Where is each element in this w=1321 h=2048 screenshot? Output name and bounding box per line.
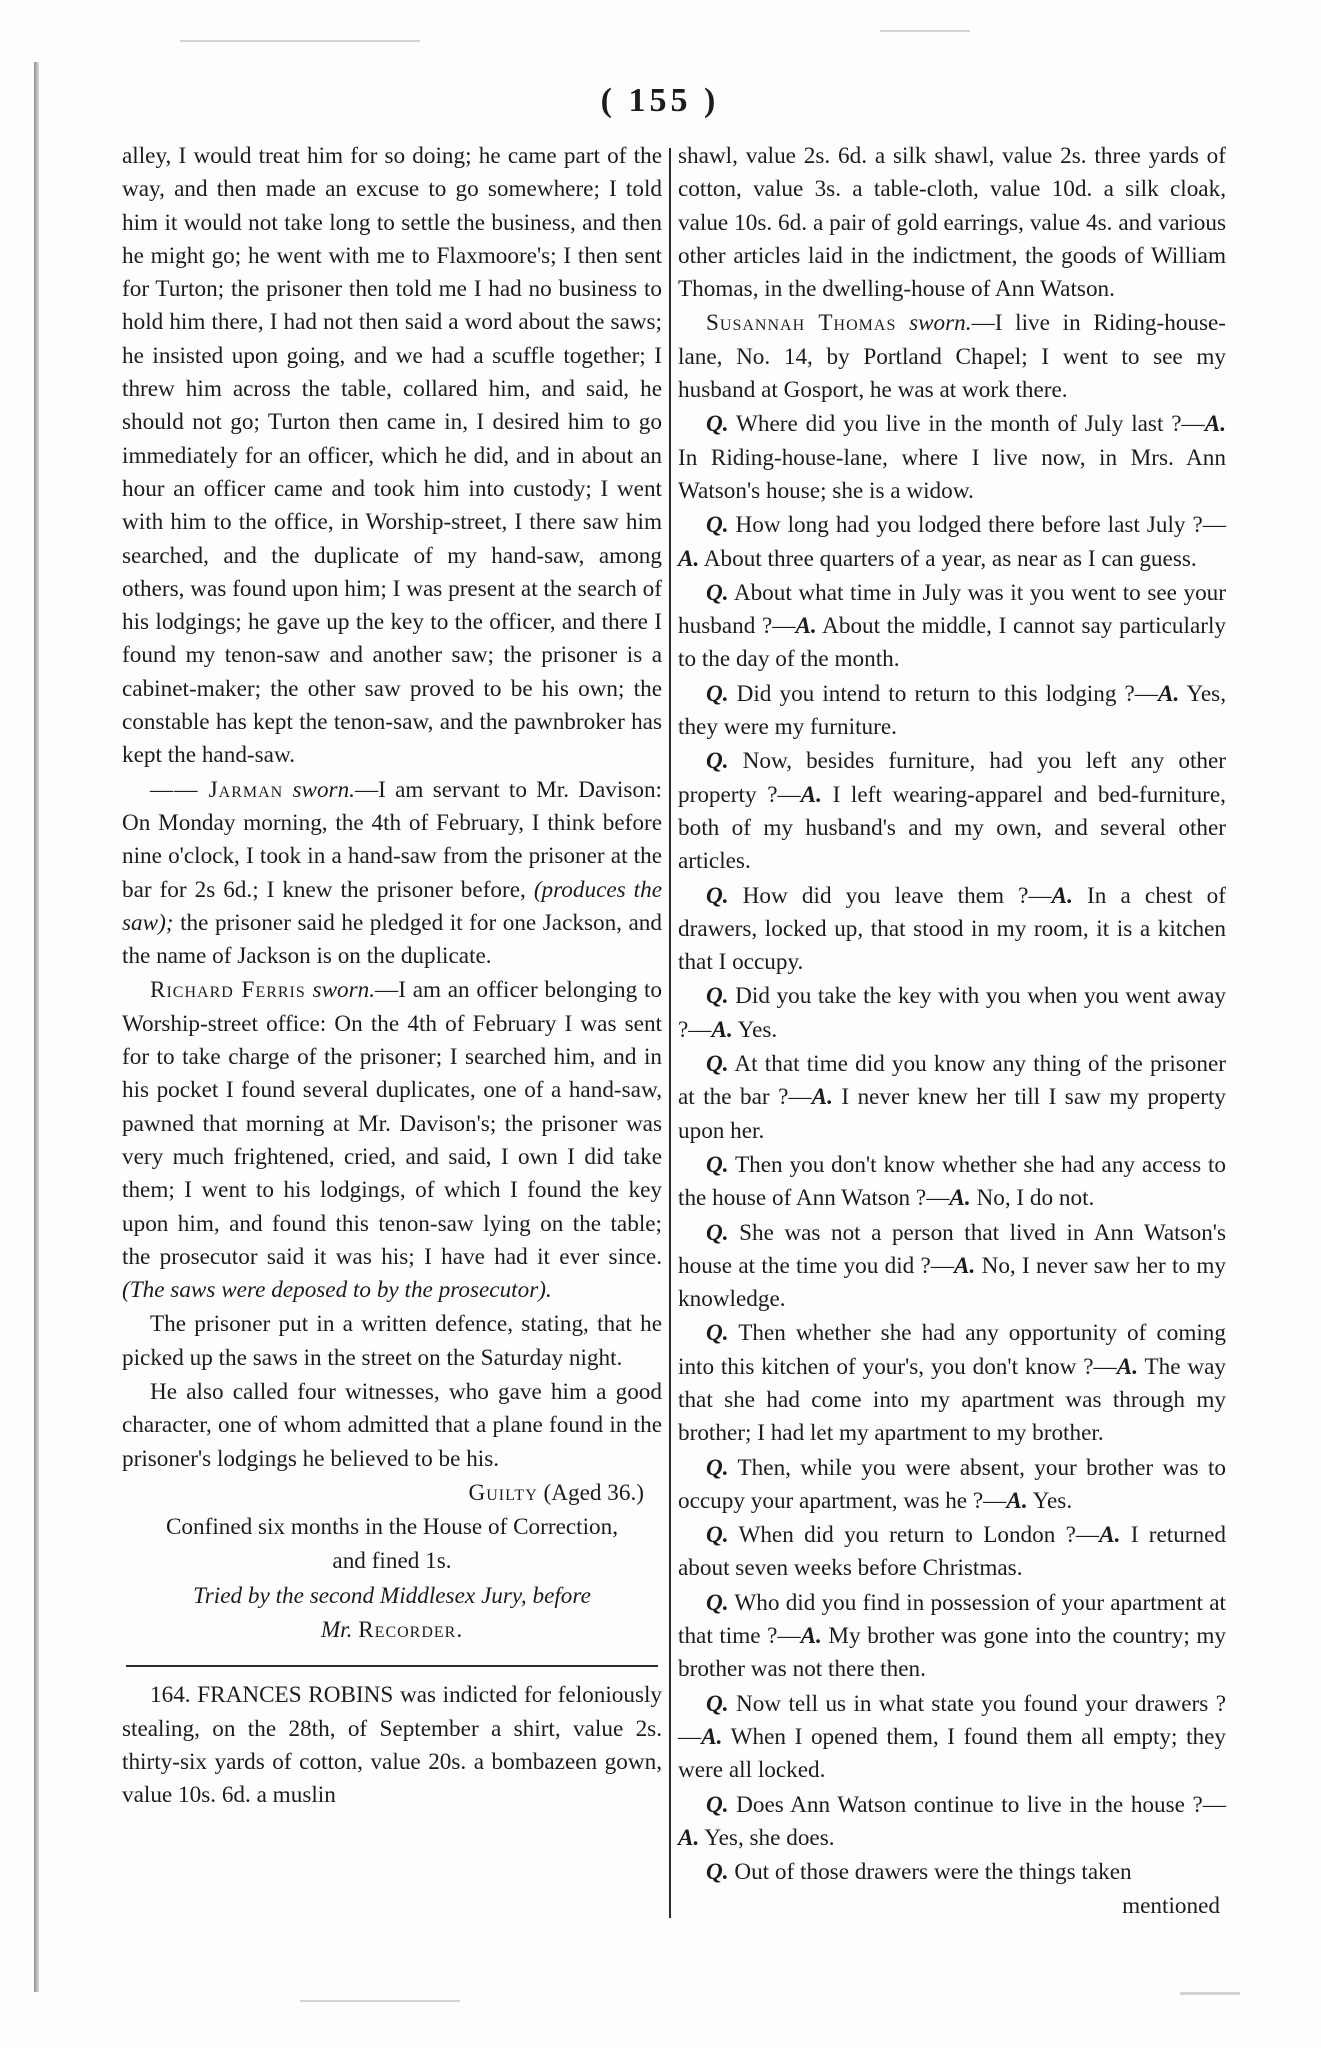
witnesses-paragraph xyxy=(122,1376,662,1476)
answer-marker: A. xyxy=(800,1623,822,1650)
witness-name: Richard Ferris xyxy=(150,977,306,1004)
binding-shadow xyxy=(34,62,39,1992)
paragraph-continuation: alley, I would treat him for so doing; he came part of the way, and then made an excuse to go somewhere; I told him it would not take long to settle the business, and then he might go; he went with me to Flaxmoore's; I then sent for Turton; the prisoner then told me I had no business to hold him there, I had not then said a word about the saws; he insisted upon going, and we had a scuffle together; I threw him across the table, collared him, and said, he should not go; Turton then came in, I desired him to go immediately for an officer, which he did, and in about an hour an officer came and took him into custody; I went with him to the office, in Worship-street, I there saw him searched, and the duplicate of my hand-saw, among others, was found upon him; I was present at the search of his lodgings; he gave up the key to the officer, and there I found my tenon-saw and another saw; the prisoner is a cabinet-maker; the other saw proved to be his own; the constable has kept the tenon-saw, and the pawnbroker has kept the hand-saw. xyxy=(122,143,662,769)
answer-text: My brother was gone into the country; my brother was not there then. xyxy=(678,1623,1226,1683)
question-marker: Q. xyxy=(706,1791,729,1818)
answer-text: I returned about seven weeks before Christmas. xyxy=(678,1522,1226,1582)
answer-marker: A. xyxy=(1157,680,1180,707)
qa-paragraph xyxy=(678,1789,1226,1856)
column-divider xyxy=(669,148,671,1918)
question-text: Now tell us in what state you found your drawers ?— xyxy=(678,1690,1226,1750)
question-marker: Q. xyxy=(706,748,729,775)
case-separator-rule xyxy=(126,1665,658,1667)
question-text: At that time did you know any thing of the prisoner at the bar ?— xyxy=(678,1051,1226,1111)
witnesses-text: He also called four witnesses, who gave him a good character, one of whom admitted that a plane found in the prisoner's lodgings he believed to be his. xyxy=(122,1378,662,1472)
answer-marker: A. xyxy=(954,1252,976,1279)
question-text: How long had you lodged there before last July ?— xyxy=(728,512,1226,539)
qa-list xyxy=(678,408,1226,1889)
question-marker: Q. xyxy=(706,579,729,606)
tried-line-1: Tried by the second Middlesex Jury, before xyxy=(193,1582,591,1609)
qa-paragraph xyxy=(678,1149,1226,1216)
qa-paragraph xyxy=(678,1587,1226,1687)
answer-marker: A. xyxy=(1099,1522,1121,1549)
testimony-text: —I live in Riding-house-lane, No. 14, by Portland Chapel; I went to see my husband at Gosport, he was at work there. xyxy=(678,310,1227,404)
answer-text: When I opened them, I found them all empty; they were all locked. xyxy=(678,1723,1226,1784)
answer-text: About the middle, I cannot say particularly to the day of the month. xyxy=(678,613,1226,673)
deposed-note: (The saws were deposed to by the prosecutor). xyxy=(122,1277,552,1304)
question-text: About what time in July was it you went to see your husband ?— xyxy=(678,579,1226,640)
question-text: Did you take the key with you when you went away ?— xyxy=(678,983,1226,1043)
answer-marker: A. xyxy=(1006,1487,1028,1514)
question-marker: Q. xyxy=(706,1522,729,1549)
question-marker: Q. xyxy=(706,1690,729,1717)
produces-note: (produces the saw); xyxy=(122,876,662,936)
paragraph-continuation: shawl, value 2s. 6d. a silk shawl, value 2s. three yards of cotton, value 3s. a table-cloth, value 10d. a silk cloak, value 10s. 6d. a pair of gold earrings, value 4s. and various other articles laid in the indictment, the goods of William Thomas, in the dwelling-house of Ann Watson. xyxy=(678,143,1226,303)
testimony-text: —I am servant to Mr. Davison: On Monday morning, the 4th of February, I think before nine o'clock, I took in a hand-saw from the prisoner at the bar for 2s 6d.; I knew the prisoner before, xyxy=(122,776,662,903)
qa-paragraph xyxy=(678,1317,1226,1450)
question-marker: Q. xyxy=(706,1454,729,1481)
print-speck xyxy=(300,2000,460,2002)
witness-name: —— Jarman xyxy=(150,776,284,803)
testimony-thomas xyxy=(678,307,1226,407)
question-text: When did you return to London ?— xyxy=(728,1522,1100,1549)
tried-line-2 xyxy=(122,1614,662,1647)
qa-paragraph xyxy=(678,1048,1226,1148)
qa-paragraph xyxy=(678,1519,1226,1586)
question-marker: Q. xyxy=(706,1219,729,1246)
qa-paragraph xyxy=(678,408,1226,508)
question-text: Out of those drawers were the things taken xyxy=(728,1859,1132,1886)
tried-prefix: Mr. xyxy=(320,1617,353,1644)
verdict-age: (Aged 36.) xyxy=(543,1479,644,1506)
question-marker: Q. xyxy=(706,882,729,909)
qa-paragraph xyxy=(678,577,1226,677)
answer-text: In a chest of drawers, locked up, that stood in my room, it is a kitchen that I occupy. xyxy=(678,882,1226,976)
qa-paragraph xyxy=(678,1217,1226,1317)
tried-judge: Recorder. xyxy=(358,1617,464,1644)
print-speck xyxy=(1180,1992,1240,1995)
sworn-label: sworn. xyxy=(909,310,972,337)
answer-text: The way that she had come into my apartment was through my brother; I had let my apartment to my brother. xyxy=(678,1353,1227,1447)
qa-paragraph xyxy=(678,678,1226,745)
answer-text: Yes, they were my furniture. xyxy=(678,680,1226,741)
question-text: Now, besides furniture, had you left any other property ?— xyxy=(678,748,1226,808)
question-text: Did you intend to return to this lodging ?— xyxy=(728,680,1158,707)
answer-marker: A. xyxy=(1204,411,1226,438)
question-marker: Q. xyxy=(706,983,729,1010)
case-text: was indicted for feloniously stealing, on the 28th, of September a shirt, value 2s. thirty-six yards of cotton, value 20s. a bombazeen gown, value 10s. 6d. a muslin xyxy=(122,1682,663,1809)
answer-marker: A. xyxy=(795,613,817,640)
answer-text: No, I never saw her to my knowledge. xyxy=(678,1252,1227,1313)
answer-text: I left wearing-apparel and bed-furniture, both of my husband's and my own, and several other articles. xyxy=(678,781,1226,875)
case-defendant: FRANCES ROBINS xyxy=(197,1682,394,1709)
answer-marker: A. xyxy=(1051,882,1073,909)
verdict-label: Guilty xyxy=(468,1479,538,1506)
qa-paragraph xyxy=(678,1856,1226,1889)
qa-paragraph xyxy=(678,745,1226,878)
answer-text: Yes, she does. xyxy=(699,1824,835,1851)
question-text: Who did you find in possession of your apartment at that time ?— xyxy=(678,1589,1226,1650)
question-text: Then, while you were absent, your brother was to occupy your apartment, was he ?— xyxy=(678,1454,1226,1514)
question-marker: Q. xyxy=(706,1320,729,1347)
answer-marker: A. xyxy=(711,1016,733,1043)
question-marker: Q. xyxy=(706,1859,729,1886)
answer-text: Yes. xyxy=(732,1016,778,1043)
print-speck xyxy=(880,30,970,32)
answer-marker: A. xyxy=(701,1723,723,1750)
answer-marker: A. xyxy=(678,1824,700,1851)
case-164-paragraph xyxy=(122,1679,662,1812)
question-marker: Q. xyxy=(706,680,729,707)
left-column xyxy=(122,140,662,1814)
qa-paragraph xyxy=(678,509,1226,576)
testimony-jarman xyxy=(122,774,662,974)
sentence-line-1: Confined six months in the House of Correction, xyxy=(165,1514,619,1541)
right-column xyxy=(678,140,1226,1925)
question-marker: Q. xyxy=(706,411,729,438)
question-marker: Q. xyxy=(706,512,729,539)
question-text: How did you leave them ?— xyxy=(728,882,1052,909)
question-marker: Q. xyxy=(706,1151,729,1178)
testimony-ferris xyxy=(122,974,662,1307)
case-number: 164. xyxy=(150,1682,191,1709)
testimony-text: —I am an officer belonging to Worship-street office: On the 4th of February I was sent for to take charge of the prisoner; I searched him, and in his pocket I found several duplicates, one of a hand-saw, pawned that morning at Mr. Davison's; the prisoner was very much frightened, cried, and said, I own I did take them; I went to his lodgings, of which I found the key upon him, and found this tenon-saw lying on the table; the prosecutor said it was his; I have had it ever since. xyxy=(122,977,663,1270)
verdict-line xyxy=(122,1477,662,1510)
answer-text: I never knew her till I saw my property upon her. xyxy=(678,1084,1227,1144)
sentence-line-2: and fined 1s. xyxy=(332,1548,452,1575)
sworn-label: sworn. xyxy=(312,977,376,1004)
answer-marker: A. xyxy=(678,545,700,572)
witness-name: Susannah Thomas xyxy=(706,310,897,337)
answer-text: No, I do not. xyxy=(970,1185,1095,1212)
answer-text: In Riding-house-lane, where I live now, in Mrs. Ann Watson's house; she is a widow. xyxy=(678,444,1226,504)
question-text: Then whether she had any opportunity of coming into this kitchen of your's, you don't know ?— xyxy=(678,1320,1226,1380)
qa-paragraph xyxy=(678,1452,1226,1519)
question-text: Where did you live in the month of July last ?— xyxy=(728,411,1205,438)
answer-marker: A. xyxy=(811,1084,833,1111)
print-speck xyxy=(180,40,420,42)
answer-marker: A. xyxy=(1116,1353,1139,1380)
answer-marker: A. xyxy=(800,781,822,808)
question-marker: Q. xyxy=(706,1051,729,1078)
page-number: ( 155 ) xyxy=(600,82,720,119)
testimony-text: the prisoner said he pledged it for one Jackson, and the name of Jackson is on the duplicate. xyxy=(122,909,662,970)
sworn-label: sworn. xyxy=(292,776,355,803)
qa-paragraph xyxy=(678,980,1226,1047)
answer-text: Yes. xyxy=(1027,1487,1073,1514)
question-text: She was not a person that lived in Ann Watson's house at the time you did ?— xyxy=(678,1219,1226,1279)
question-text: Then you don't know whether she had any access to the house of Ann Watson ?— xyxy=(678,1151,1226,1212)
defence-paragraph: The prisoner put in a written defence, stating, that he picked up the saws in the street on the Saturday night. xyxy=(122,1311,662,1371)
qa-paragraph xyxy=(678,880,1226,980)
qa-paragraph xyxy=(678,1688,1226,1788)
catchword: mentioned xyxy=(1122,1893,1220,1920)
question-text: Does Ann Watson continue to live in the house ?— xyxy=(728,1791,1226,1818)
question-marker: Q. xyxy=(706,1589,729,1616)
answer-marker: A. xyxy=(949,1185,971,1212)
answer-text: About three quarters of a year, as near as I can guess. xyxy=(699,545,1197,572)
